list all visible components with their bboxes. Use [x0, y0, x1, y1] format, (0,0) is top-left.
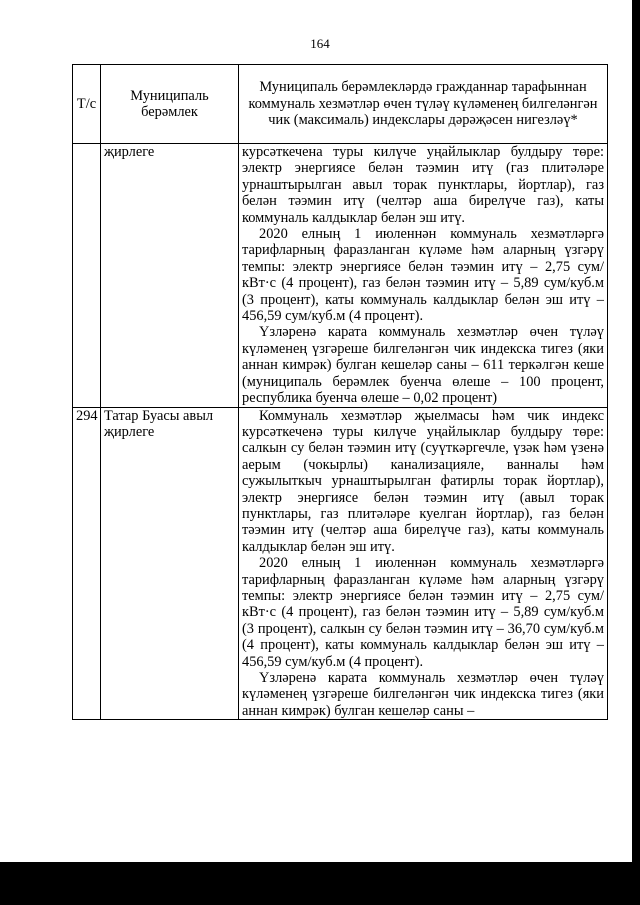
page-number: 164	[310, 36, 330, 51]
row-index	[73, 144, 101, 408]
header-municipality: Муниципаль берәмлек	[101, 65, 239, 144]
table-row	[73, 144, 608, 408]
row-index: 294	[73, 407, 101, 720]
paragraph: Коммуналь хезмәтләр җыелмасы һәм чик индекс курсәткеченә туры килүче уңайлыклар булдыру төре: салкын су белән тәэмин итү (суүткәргечле, үзәк һәм үзенә аерым (чокырлы) канализацияле, ванналы һәм сужылыткыч урнаштырылган фатирлы торак йортлар), электр энергиясе белән тәэмин итү (авыл торак пунктлары, газ плитәләре куелган йортлар), газ белән тәэмин итү (челтәр аша бирелүче газ), каты коммуналь калдыклар белән эш итү.	[242, 407, 604, 555]
paragraph: курсәткечена туры килүче уңайлыклар булдыру төре: электр энергиясе белән тәэмин итү (газ плитәләре урнаштырылган авыл торак пунктлары, йортлар), газ белән тәэмин итү (челтәр аша бирелүче газ), каты коммуналь калдыклар белән эш итү.	[242, 144, 604, 226]
paragraph: 2020 елның 1 июленнән коммуналь хезмәтләргә тарифларның фаразланган күләме һәм аларның үзгәрү темпы: электр энергиясе белән тәэмин итү – 2,75 сум/кВт·с (4 процент), газ белән тәэмин итү – 5,89 сум/куб.м (3 процент), каты коммуналь калдыклар белән эш итү – 456,59 сум/куб.м (4 процент).	[242, 226, 604, 325]
row-description	[239, 144, 608, 408]
scan-edge-bottom	[0, 862, 640, 905]
row-municipality: Татар Буасы авыл җирлеге	[101, 407, 239, 720]
paragraph: Үзләренә карата коммуналь хезмәтләр өчен түләү күләменең үзгәреше билгеләнгән чик индекска тигез (яки аннан кимрәк) булган кешеләр саны –	[242, 670, 604, 719]
paragraph: Үзләренә карата коммуналь хезмәтләр өчен түләү күләменең үзгәреше билгеләнгән чик индекска тигез (яки аннан кимрәк) булган кешеләр саны – 611 теркәлгән кеше (муниципаль берәмлек буенча өлеше – 100 процент, республика буенча өлеше – 0,02 процент)	[242, 324, 604, 407]
row-description	[239, 407, 608, 720]
index-table	[72, 64, 608, 720]
header-index: Т/с	[73, 65, 101, 144]
scan-edge-right	[632, 0, 640, 905]
paragraph: 2020 елның 1 июленнән коммуналь хезмәтләргә тарифларның фаразланган күләме һәм аларның үзгәрү темпы: электр энергиясе белән тәэмин итү – 2,75 сум/кВт·с (4 процент), газ белән тәэмин итү – 5,89 сум/куб.м (3 процент), салкын су белән тәэмин итү – 36,70 сум/куб.м (4 процент), каты коммуналь калдыклар белән эш итү – 456,59 сум/куб.м (4 процент).	[242, 555, 604, 670]
table-header-row	[73, 65, 608, 144]
header-description: Муниципаль берәмлекләрдә гражданнар тарафыннан коммуналь хезмәтләр өчен түләү күләменең билгеләнгән чик (максималь) индекслары дәрәҗәсен нигезләү*	[239, 65, 608, 144]
row-municipality: җирлеге	[101, 144, 239, 408]
table-row	[73, 407, 608, 720]
